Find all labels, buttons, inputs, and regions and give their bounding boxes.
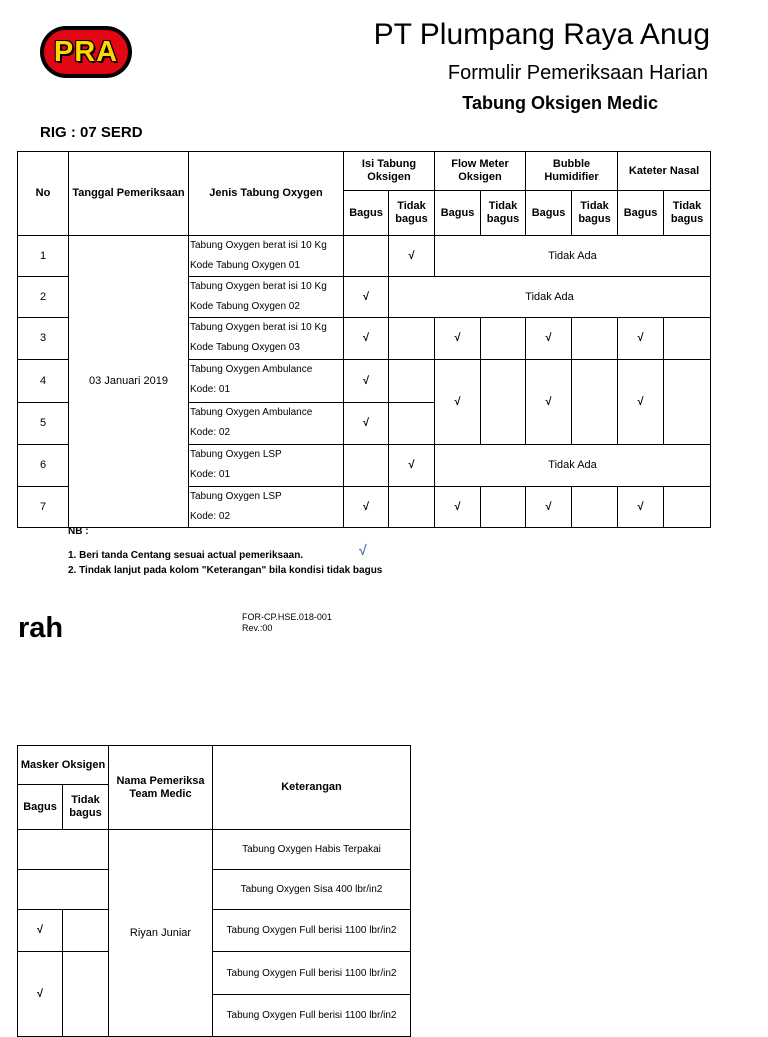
row-number: 7 (18, 487, 69, 528)
remark-text: Tabung Oxygen Sisa 400 lbr/in2 (213, 870, 411, 910)
check-mark: √ (435, 487, 481, 528)
cell-empty (572, 318, 618, 360)
check-mark: √ (526, 487, 572, 528)
inspector-name: Riyan Juniar (109, 830, 213, 1037)
cylinder-code: Kode Tabung Oxygen 01 (190, 260, 300, 271)
cylinder-name: Tabung Oxygen LSP (190, 449, 282, 460)
check-mark: √ (526, 360, 572, 445)
notes-check-mark: √ (359, 542, 367, 558)
check-mark: √ (18, 910, 63, 952)
cylinder-name: Tabung Oxygen Ambulance (190, 364, 313, 375)
cylinder-code: Kode Tabung Oxygen 02 (190, 301, 300, 312)
cell-empty (664, 360, 711, 445)
cylinder-code: Kode: 02 (190, 511, 231, 522)
cylinder-name: Tabung Oxygen Ambulance (190, 407, 313, 418)
header-remarks: Keterangan (213, 746, 411, 830)
cylinder-name: Tabung Oxygen berat isi 10 Kg (190, 240, 327, 251)
check-mark: √ (618, 360, 664, 445)
cylinder-type (189, 277, 344, 318)
check-mark: √ (344, 487, 389, 528)
form-title: Formulir Pemeriksaan Harian (447, 62, 708, 84)
cell-empty (18, 830, 109, 870)
header-isi-tabung: Isi Tabung Oksigen (344, 152, 435, 191)
cylinder-code: Kode: 02 (190, 427, 231, 438)
cylinder-type (189, 360, 344, 403)
cylinder-type (189, 318, 344, 360)
not-available: Tidak Ada (435, 445, 711, 487)
cylinder-code: Kode: 01 (190, 469, 231, 480)
remark-text: Tabung Oxygen Habis Terpakai (213, 830, 411, 870)
cell-empty (344, 236, 389, 277)
cylinder-type (189, 236, 344, 277)
row-number: 3 (18, 318, 69, 360)
check-mark: √ (18, 952, 63, 1037)
not-available: Tidak Ada (435, 236, 711, 277)
cylinder-type (189, 487, 344, 528)
cell-empty (481, 487, 526, 528)
row-number: 2 (18, 277, 69, 318)
remark-text: Tabung Oxygen Full berisi 1100 lbr/in2 (213, 995, 411, 1037)
cylinder-name: Tabung Oxygen LSP (190, 491, 282, 502)
header-not-good: Tidak bagus (664, 191, 711, 236)
check-mark: √ (618, 487, 664, 528)
not-available: Tidak Ada (389, 277, 711, 318)
cell-empty (572, 360, 618, 445)
row-number: 5 (18, 403, 69, 445)
header-date: Tanggal Pemeriksaan (69, 152, 189, 236)
cell-empty (481, 360, 526, 445)
check-mark: √ (344, 403, 389, 445)
form-subject: Tabung Oksigen Medic (462, 93, 658, 113)
check-mark: √ (344, 277, 389, 318)
remark-text: Tabung Oxygen Full berisi 1100 lbr/in2 (213, 952, 411, 995)
notes-line-1: 1. Beri tanda Centang sesuai actual pemeriksaan. (68, 550, 304, 561)
cell-empty (63, 910, 109, 952)
table-row (18, 830, 411, 870)
header-good: Bagus (344, 191, 389, 236)
notes-line-2: 2. Tindak lanjut pada kolom "Keterangan" bila kondisi tidak bagus (68, 565, 383, 576)
cylinder-type (189, 445, 344, 487)
check-mark: √ (344, 360, 389, 403)
logo-badge (44, 30, 128, 74)
table-row (18, 910, 411, 952)
cell-empty (18, 870, 109, 910)
remark-text: Tabung Oxygen Full berisi 1100 lbr/in2 (213, 910, 411, 952)
inspection-date: 03 Januari 2019 (69, 236, 189, 528)
header-good: Bagus (435, 191, 481, 236)
table-row (18, 952, 411, 995)
header-flow-meter: Flow Meter Oksigen (435, 152, 526, 191)
header-not-good: Tidak bagus (63, 785, 109, 830)
header-good: Bagus (526, 191, 572, 236)
inspection-table (17, 151, 711, 528)
mask-remarks-table (17, 745, 411, 1037)
table-row (18, 236, 711, 277)
company-name: PT Plumpang Raya Anug (373, 18, 710, 51)
cylinder-code: Kode: 01 (190, 384, 231, 395)
revision-number: Rev.:00 (242, 623, 273, 633)
page-fragment-text: rah (18, 612, 64, 644)
cylinder-name: Tabung Oxygen berat isi 10 Kg (190, 281, 327, 292)
rig-label: RIG : 07 SERD (40, 124, 143, 141)
cell-empty (389, 318, 435, 360)
table-row (18, 870, 411, 910)
cell-empty (664, 318, 711, 360)
check-mark: √ (389, 445, 435, 487)
cylinder-code: Kode Tabung Oxygen 03 (190, 342, 300, 353)
cell-empty (389, 403, 435, 445)
header-not-good: Tidak bagus (481, 191, 526, 236)
company-logo (40, 26, 132, 78)
header-bubble-humidifier: Bubble Humidifier (526, 152, 618, 191)
cylinder-type (189, 403, 344, 445)
row-number: 6 (18, 445, 69, 487)
header-inspector: Nama Pemeriksa Team Medic (109, 746, 213, 830)
header-good: Bagus (618, 191, 664, 236)
row-number: 1 (18, 236, 69, 277)
cylinder-name: Tabung Oxygen berat isi 10 Kg (190, 322, 327, 333)
check-mark: √ (389, 236, 435, 277)
cell-empty (664, 487, 711, 528)
cell-empty (481, 318, 526, 360)
check-mark: √ (344, 318, 389, 360)
form-code: FOR-CP.HSE.018-001 (242, 612, 332, 622)
cell-empty (389, 360, 435, 403)
cell-empty (389, 487, 435, 528)
row-number: 4 (18, 360, 69, 403)
check-mark: √ (435, 318, 481, 360)
header-no: No (18, 152, 69, 236)
header-not-good: Tidak bagus (572, 191, 618, 236)
cell-empty (344, 445, 389, 487)
header-good: Bagus (18, 785, 63, 830)
check-mark: √ (618, 318, 664, 360)
logo-text: PRA (53, 35, 119, 68)
cell-empty (572, 487, 618, 528)
header-mask: Masker Oksigen (18, 746, 109, 785)
check-mark: √ (435, 360, 481, 445)
notes-label: NB : (68, 526, 89, 537)
header-kateter-nasal: Kateter Nasal (618, 152, 711, 191)
header-not-good: Tidak bagus (389, 191, 435, 236)
header-type: Jenis Tabung Oxygen (189, 152, 344, 236)
check-mark: √ (526, 318, 572, 360)
